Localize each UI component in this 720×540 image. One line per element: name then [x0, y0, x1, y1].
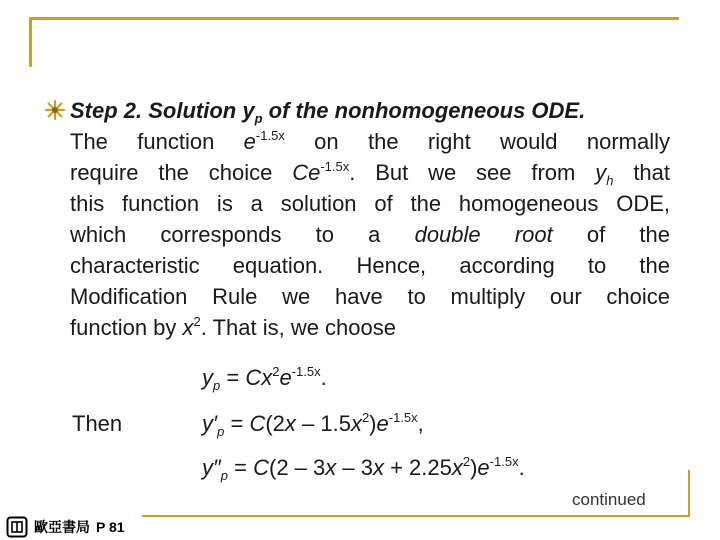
para-line-4: which corresponds to a double root of the	[70, 222, 671, 247]
para-line-3: this function is a solution of the homogeneous ODE,	[70, 191, 670, 216]
para-line-5: characteristic equation. Hence, according to the	[70, 253, 670, 278]
para-line-7: function by $x^2$. That is, we choose	[70, 314, 396, 340]
heading-prefix: Step 2. Solution	[70, 98, 243, 123]
footer	[6, 516, 125, 538]
step-heading	[70, 95, 670, 126]
para-line-1: The function $e^{-1.5x}$ on the right would normally	[70, 128, 671, 154]
frame-left-line	[29, 17, 32, 67]
frame-bottom-line	[142, 515, 690, 517]
frame-top-line	[29, 17, 679, 20]
star-bullet-icon	[44, 99, 66, 121]
slide-body	[70, 95, 670, 343]
para-line-6: Modification Rule we have to multiply our choice	[70, 284, 670, 309]
heading-sub: p	[254, 111, 263, 126]
publisher-name: 歐亞書局	[34, 519, 90, 535]
publisher-logo-icon	[6, 516, 28, 538]
then-label: Then	[72, 411, 123, 436]
para-line-2: require the choice $Ce^{-1.5x}$. But we see from $y_h$ that	[70, 159, 671, 188]
equation-yp: $y_p = Cx^2e^{-1.5x}$.	[202, 364, 327, 393]
continued-label: continued	[572, 490, 646, 509]
heading-suffix: of the nonhomogeneous ODE.	[262, 98, 586, 123]
heading-var: y	[242, 98, 255, 123]
equation-yp-prime: $y'_p = C(2x - 1.5x^2)e^{-1.5x}$,	[202, 410, 424, 439]
frame-right-line	[688, 470, 690, 517]
page-number: P 81	[96, 519, 125, 535]
explanation-paragraph	[70, 126, 670, 343]
equation-yp-double-prime: $y''_p = C(2 - 3x - 3x + 2.25x^2)e^{-1.5x}$.	[202, 454, 525, 483]
